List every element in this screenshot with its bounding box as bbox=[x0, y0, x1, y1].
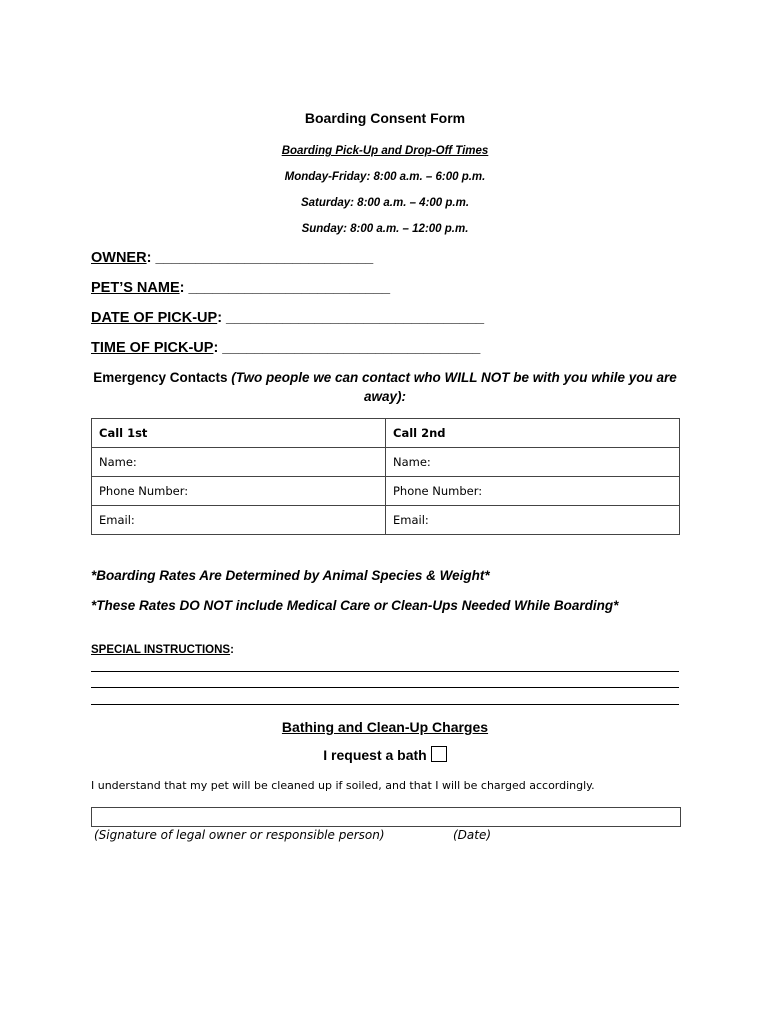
date-caption: (Date) bbox=[453, 828, 492, 842]
special-instructions-line[interactable] bbox=[91, 687, 679, 688]
column-call-2nd: Call 2nd bbox=[386, 419, 680, 448]
table-row bbox=[92, 448, 680, 477]
rates-exclusion-note: *These Rates DO NOT include Medical Care or Clean-Ups Needed While Boarding* bbox=[91, 598, 619, 613]
table-header-row bbox=[92, 419, 680, 448]
bath-request-label: I request a bath bbox=[323, 747, 427, 763]
emergency-contacts-table bbox=[91, 418, 680, 535]
pet-name-field[interactable] bbox=[91, 280, 390, 296]
bathing-heading: Bathing and Clean-Up Charges bbox=[281, 719, 489, 735]
pickup-time-field[interactable] bbox=[91, 340, 480, 356]
pet-name-blank: : _________________________ bbox=[179, 280, 391, 296]
owner-label: OWNER bbox=[91, 250, 147, 266]
pickup-date-field[interactable] bbox=[91, 310, 484, 326]
contact1-email-cell[interactable]: Email: bbox=[92, 506, 386, 535]
contact2-phone-cell[interactable]: Phone Number: bbox=[386, 477, 680, 506]
owner-blank: : ___________________________ bbox=[146, 250, 374, 266]
pickup-time-blank: : ________________________________ bbox=[213, 340, 481, 356]
pet-name-label: PET’S NAME bbox=[91, 280, 180, 296]
pickup-date-label: DATE OF PICK-UP bbox=[91, 310, 218, 326]
rates-note: *Boarding Rates Are Determined by Animal Species & Weight* bbox=[91, 568, 490, 583]
contact1-name-cell[interactable]: Name: bbox=[92, 448, 386, 477]
owner-field[interactable] bbox=[91, 250, 373, 266]
special-instructions-line[interactable] bbox=[91, 704, 679, 705]
hours-sunday: Sunday: 8:00 a.m. – 12:00 p.m. bbox=[301, 223, 469, 235]
form-title: Boarding Consent Form bbox=[304, 110, 466, 126]
table-row bbox=[92, 506, 680, 535]
special-instructions-line[interactable] bbox=[91, 671, 679, 672]
bath-request bbox=[0, 746, 770, 763]
emergency-contacts-heading bbox=[91, 368, 679, 406]
column-call-1st: Call 1st bbox=[92, 419, 386, 448]
pickup-time-label: TIME OF PICK-UP bbox=[91, 340, 214, 356]
emergency-note: (Two people we can contact who WILL NOT be with you while you are away): bbox=[231, 370, 677, 404]
understanding-statement: I understand that my pet will be cleaned up if soiled, and that I will be charged accordingly. bbox=[91, 779, 595, 792]
hours-heading: Boarding Pick-Up and Drop-Off Times bbox=[281, 145, 489, 157]
hours-weekdays: Monday-Friday: 8:00 a.m. – 6:00 p.m. bbox=[284, 171, 486, 183]
emergency-heading-text: Emergency Contacts bbox=[93, 370, 232, 385]
special-instructions-label bbox=[91, 644, 234, 656]
hours-saturday: Saturday: 8:00 a.m. – 4:00 p.m. bbox=[300, 197, 470, 209]
special-instructions-text: SPECIAL INSTRUCTIONS bbox=[91, 644, 231, 656]
signature-caption: (Signature of legal owner or responsible person) bbox=[94, 828, 385, 842]
contact1-phone-cell[interactable]: Phone Number: bbox=[92, 477, 386, 506]
table-row bbox=[92, 477, 680, 506]
contact2-email-cell[interactable]: Email: bbox=[386, 506, 680, 535]
special-instructions-colon: : bbox=[230, 644, 234, 656]
signature-field[interactable] bbox=[91, 807, 681, 827]
bath-request-checkbox[interactable] bbox=[431, 746, 447, 762]
pickup-date-blank: : ________________________________ bbox=[217, 310, 485, 326]
contact2-name-cell[interactable]: Name: bbox=[386, 448, 680, 477]
